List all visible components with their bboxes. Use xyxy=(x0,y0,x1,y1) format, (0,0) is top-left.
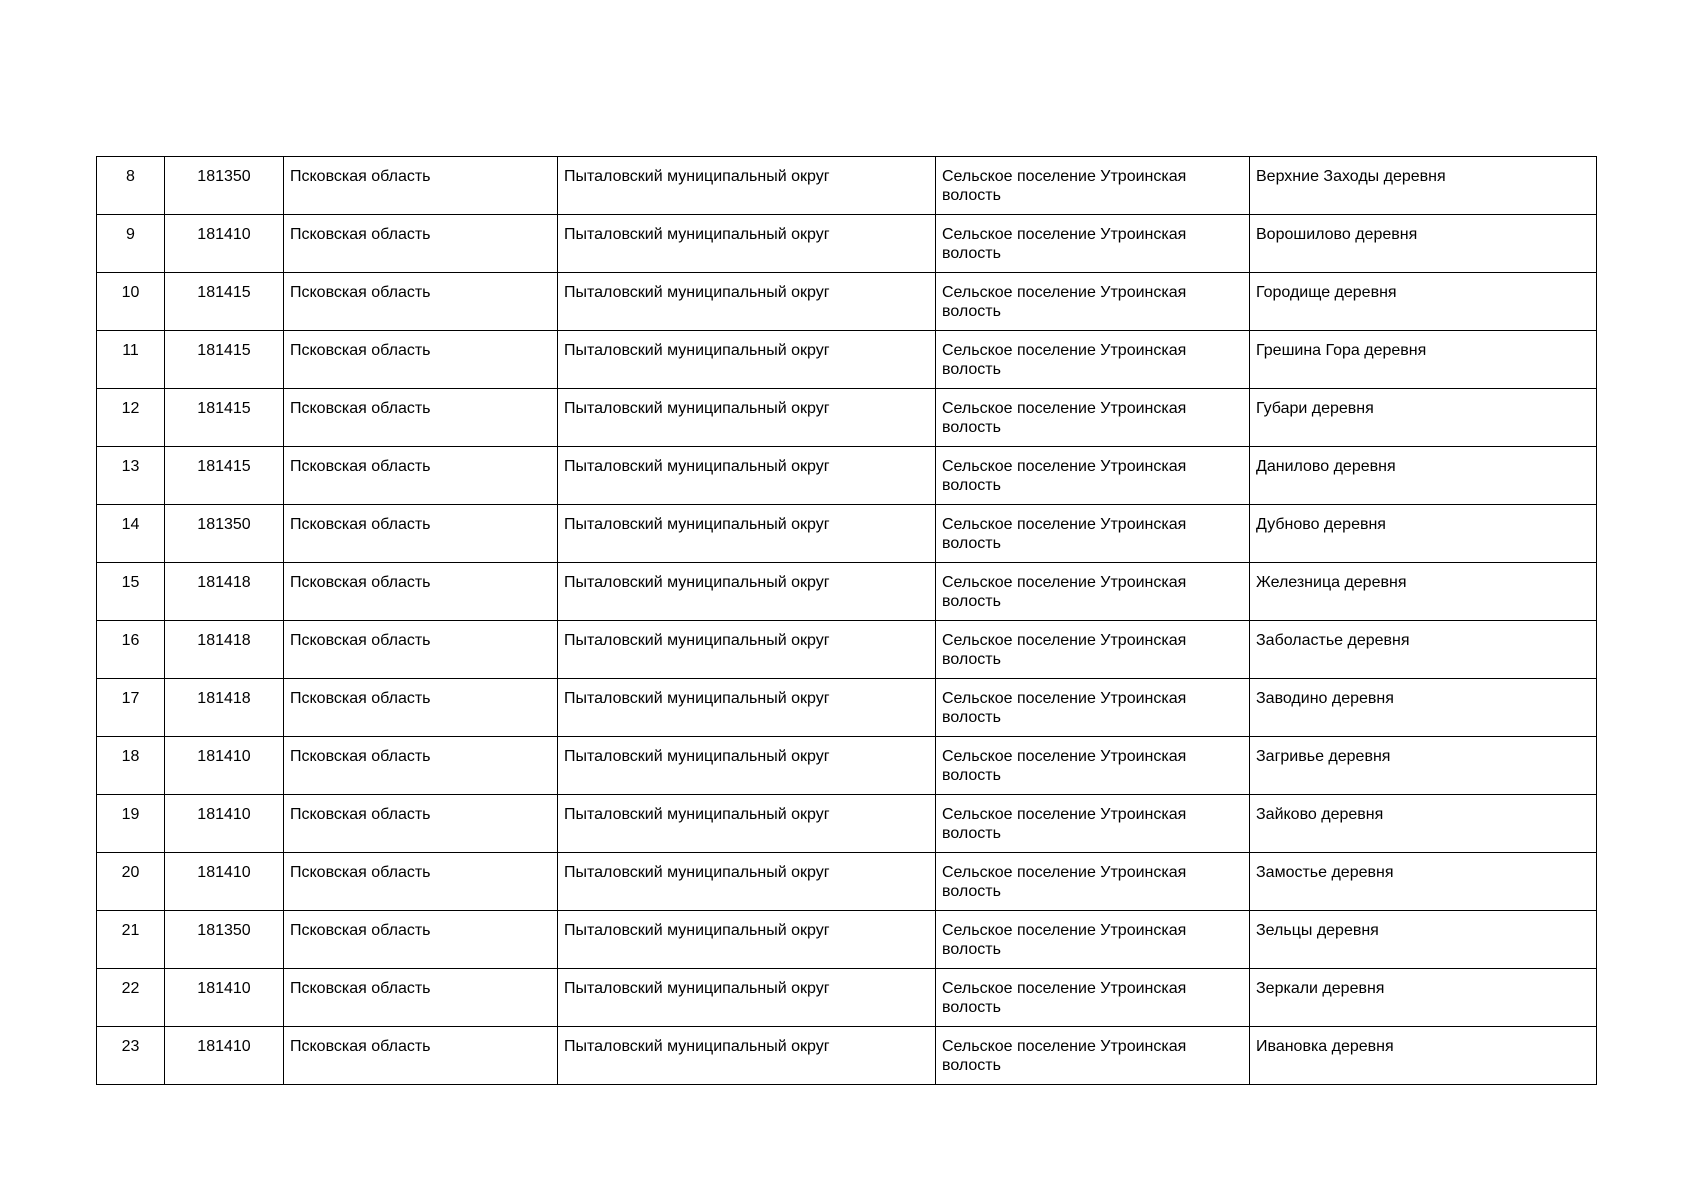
postal-index-cell: 181350 xyxy=(165,911,284,969)
district-cell: Пыталовский муниципальный округ xyxy=(558,505,936,563)
settlement-cell: Сельское поселение Утроинская волость xyxy=(936,853,1250,911)
row-number-cell: 21 xyxy=(97,911,165,969)
settlement-cell: Сельское поселение Утроинская волость xyxy=(936,911,1250,969)
row-number-cell: 11 xyxy=(97,331,165,389)
address-table-container xyxy=(96,156,1596,1085)
settlement-cell: Сельское поселение Утроинская волость xyxy=(936,157,1250,215)
table-row xyxy=(97,911,1597,969)
postal-index-cell: 181415 xyxy=(165,273,284,331)
row-number-cell: 13 xyxy=(97,447,165,505)
locality-cell: Верхние Заходы деревня xyxy=(1250,157,1597,215)
table-row xyxy=(97,853,1597,911)
region-cell: Псковская область xyxy=(284,447,558,505)
settlement-cell: Сельское поселение Утроинская волость xyxy=(936,563,1250,621)
district-cell: Пыталовский муниципальный округ xyxy=(558,215,936,273)
region-cell: Псковская область xyxy=(284,505,558,563)
postal-index-cell: 181415 xyxy=(165,447,284,505)
locality-cell: Железница деревня xyxy=(1250,563,1597,621)
district-cell: Пыталовский муниципальный округ xyxy=(558,853,936,911)
postal-index-cell: 181410 xyxy=(165,215,284,273)
locality-cell: Городище деревня xyxy=(1250,273,1597,331)
postal-index-cell: 181418 xyxy=(165,563,284,621)
locality-cell: Данилово деревня xyxy=(1250,447,1597,505)
district-cell: Пыталовский муниципальный округ xyxy=(558,447,936,505)
row-number-cell: 19 xyxy=(97,795,165,853)
postal-index-cell: 181410 xyxy=(165,737,284,795)
locality-cell: Зайково деревня xyxy=(1250,795,1597,853)
settlement-cell: Сельское поселение Утроинская волость xyxy=(936,1027,1250,1085)
district-cell: Пыталовский муниципальный округ xyxy=(558,737,936,795)
district-cell: Пыталовский муниципальный округ xyxy=(558,273,936,331)
locality-cell: Заболастье деревня xyxy=(1250,621,1597,679)
table-row xyxy=(97,505,1597,563)
settlement-cell: Сельское поселение Утроинская волость xyxy=(936,737,1250,795)
region-cell: Псковская область xyxy=(284,737,558,795)
region-cell: Псковская область xyxy=(284,621,558,679)
district-cell: Пыталовский муниципальный округ xyxy=(558,157,936,215)
locality-cell: Зеркали деревня xyxy=(1250,969,1597,1027)
settlement-cell: Сельское поселение Утроинская волость xyxy=(936,331,1250,389)
table-row xyxy=(97,563,1597,621)
table-row xyxy=(97,447,1597,505)
region-cell: Псковская область xyxy=(284,273,558,331)
district-cell: Пыталовский муниципальный округ xyxy=(558,679,936,737)
region-cell: Псковская область xyxy=(284,795,558,853)
locality-cell: Замостье деревня xyxy=(1250,853,1597,911)
table-row xyxy=(97,389,1597,447)
settlement-cell: Сельское поселение Утроинская волость xyxy=(936,795,1250,853)
region-cell: Псковская область xyxy=(284,1027,558,1085)
postal-index-cell: 181350 xyxy=(165,505,284,563)
settlement-cell: Сельское поселение Утроинская волость xyxy=(936,621,1250,679)
row-number-cell: 10 xyxy=(97,273,165,331)
postal-index-cell: 181350 xyxy=(165,157,284,215)
row-number-cell: 16 xyxy=(97,621,165,679)
locality-cell: Грешина Гора деревня xyxy=(1250,331,1597,389)
locality-cell: Загривье деревня xyxy=(1250,737,1597,795)
region-cell: Псковская область xyxy=(284,969,558,1027)
settlement-cell: Сельское поселение Утроинская волость xyxy=(936,273,1250,331)
address-table xyxy=(96,156,1597,1085)
postal-index-cell: 181418 xyxy=(165,621,284,679)
row-number-cell: 18 xyxy=(97,737,165,795)
row-number-cell: 15 xyxy=(97,563,165,621)
table-row xyxy=(97,1027,1597,1085)
row-number-cell: 8 xyxy=(97,157,165,215)
settlement-cell: Сельское поселение Утроинская волость xyxy=(936,505,1250,563)
region-cell: Псковская область xyxy=(284,679,558,737)
table-row xyxy=(97,215,1597,273)
table-row xyxy=(97,621,1597,679)
row-number-cell: 22 xyxy=(97,969,165,1027)
locality-cell: Зельцы деревня xyxy=(1250,911,1597,969)
locality-cell: Дубново деревня xyxy=(1250,505,1597,563)
region-cell: Псковская область xyxy=(284,331,558,389)
region-cell: Псковская область xyxy=(284,911,558,969)
settlement-cell: Сельское поселение Утроинская волость xyxy=(936,447,1250,505)
locality-cell: Заводино деревня xyxy=(1250,679,1597,737)
row-number-cell: 14 xyxy=(97,505,165,563)
postal-index-cell: 181415 xyxy=(165,389,284,447)
row-number-cell: 12 xyxy=(97,389,165,447)
settlement-cell: Сельское поселение Утроинская волость xyxy=(936,679,1250,737)
region-cell: Псковская область xyxy=(284,215,558,273)
locality-cell: Губари деревня xyxy=(1250,389,1597,447)
row-number-cell: 20 xyxy=(97,853,165,911)
district-cell: Пыталовский муниципальный округ xyxy=(558,621,936,679)
district-cell: Пыталовский муниципальный округ xyxy=(558,389,936,447)
table-row xyxy=(97,679,1597,737)
postal-index-cell: 181415 xyxy=(165,331,284,389)
postal-index-cell: 181410 xyxy=(165,795,284,853)
locality-cell: Ворошилово деревня xyxy=(1250,215,1597,273)
row-number-cell: 17 xyxy=(97,679,165,737)
region-cell: Псковская область xyxy=(284,157,558,215)
row-number-cell: 23 xyxy=(97,1027,165,1085)
region-cell: Псковская область xyxy=(284,853,558,911)
address-table-body xyxy=(97,157,1597,1085)
settlement-cell: Сельское поселение Утроинская волость xyxy=(936,215,1250,273)
district-cell: Пыталовский муниципальный округ xyxy=(558,969,936,1027)
table-row xyxy=(97,969,1597,1027)
region-cell: Псковская область xyxy=(284,389,558,447)
settlement-cell: Сельское поселение Утроинская волость xyxy=(936,389,1250,447)
district-cell: Пыталовский муниципальный округ xyxy=(558,563,936,621)
district-cell: Пыталовский муниципальный округ xyxy=(558,331,936,389)
district-cell: Пыталовский муниципальный округ xyxy=(558,1027,936,1085)
postal-index-cell: 181410 xyxy=(165,969,284,1027)
postal-index-cell: 181418 xyxy=(165,679,284,737)
postal-index-cell: 181410 xyxy=(165,1027,284,1085)
locality-cell: Ивановка деревня xyxy=(1250,1027,1597,1085)
table-row xyxy=(97,273,1597,331)
table-row xyxy=(97,795,1597,853)
postal-index-cell: 181410 xyxy=(165,853,284,911)
table-row xyxy=(97,157,1597,215)
region-cell: Псковская область xyxy=(284,563,558,621)
table-row xyxy=(97,331,1597,389)
settlement-cell: Сельское поселение Утроинская волость xyxy=(936,969,1250,1027)
district-cell: Пыталовский муниципальный округ xyxy=(558,911,936,969)
row-number-cell: 9 xyxy=(97,215,165,273)
table-row xyxy=(97,737,1597,795)
district-cell: Пыталовский муниципальный округ xyxy=(558,795,936,853)
